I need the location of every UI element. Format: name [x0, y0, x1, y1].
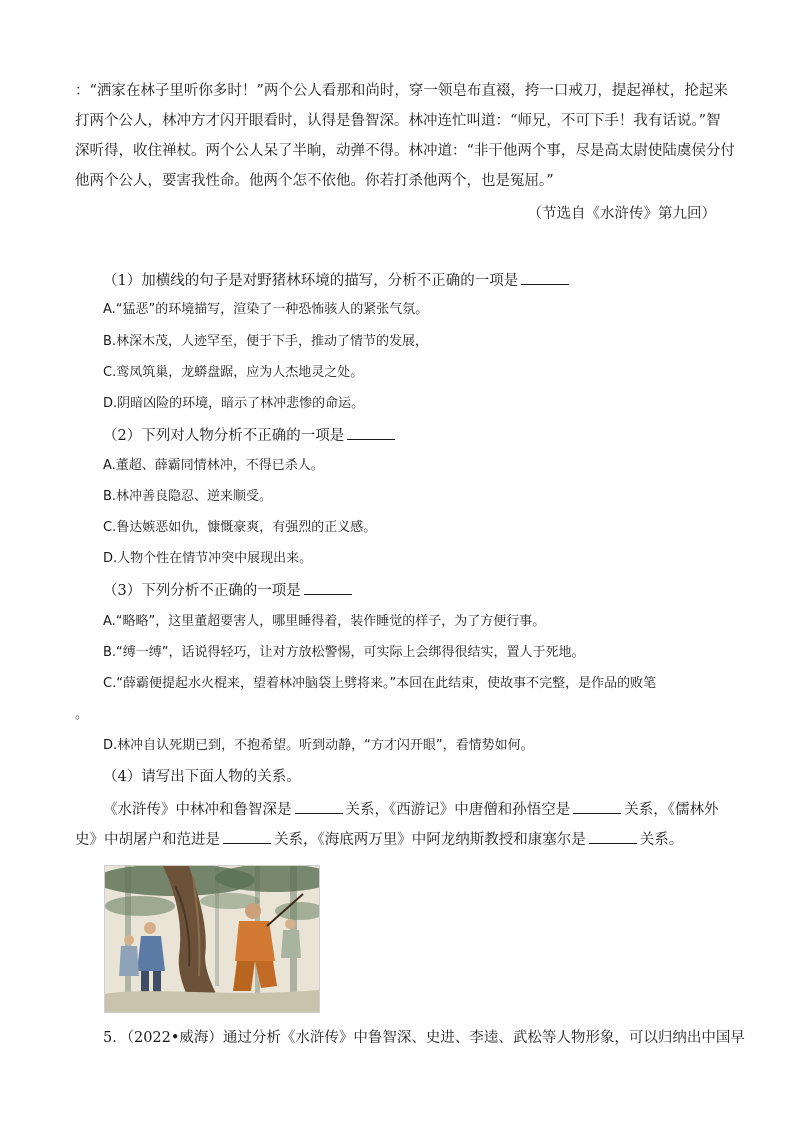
q3-option-b: B.“缚一缚”，话说得轻巧，让对方放松警惕，可实际上会绑得很结实，置人于死地。 [103, 645, 585, 660]
passage-line-2: 打两个公人，林冲方才闪开眼看时，认得是鲁智深。林冲连忙叫道：“师兄，不可下手！我有话说。”智 [75, 113, 721, 129]
passage-line-4: 他两个公人，要害我性命。他两个怎不依他。你若打杀他两个，也是冤屈。” [75, 173, 554, 189]
q2-option-b: B.林冲善良隐忍、逆来顺受。 [103, 489, 273, 504]
passage-line-3: 深听得，收住禅杖。两个公人呆了半晌，动弹不得。林冲道：“非干他两个事，尽是高太尉使陆虞侯分付 [75, 143, 735, 159]
q4-line-1 [103, 799, 719, 820]
q3-option-c-continued: 。 [75, 707, 89, 722]
q1-option-c: C.鸾凤筑巢，龙蟒盘踞，应为人杰地灵之处。 [103, 365, 364, 380]
passage-source: （节选自《水浒传》第九回） [527, 206, 716, 222]
q2-option-a: A.董超、薛霸同情林冲，不得已杀人。 [103, 458, 324, 473]
q4-text-1b: 关系，《西游记》中唐僧和孙悟空是 [345, 802, 571, 818]
q2-stem-text: （2）下列对人物分析不正确的一项是 [103, 428, 345, 444]
illustration-svg [105, 866, 319, 1012]
q3-option-c: C.“薛霸便提起水火棍来，望着林冲脑袋上劈将来。”本回在此结束，使故事不完整，是作品的败笔 [103, 676, 657, 691]
q4-text-2c: 关系。 [639, 832, 684, 848]
q2-stem [103, 425, 398, 446]
q1-option-a: A.“猛恶”的环境描写，渲染了一种恐怖骇人的紧张气氛。 [103, 302, 429, 317]
q4-blank-1[interactable] [295, 799, 343, 814]
q4-text-2a: 史》中胡屠户和范进是 [75, 832, 220, 848]
q2-answer-blank[interactable] [347, 425, 395, 440]
q2-option-d: D.人物个性在情节冲突中展现出来。 [103, 551, 313, 566]
q4-line-2 [75, 829, 683, 850]
q4-text-1a: 《水浒传》中林冲和鲁智深是 [103, 802, 292, 818]
q3-stem [103, 580, 355, 601]
q1-stem-text: （1）加横线的句子是对野猪林环境的描写，分析不正确的一项是 [103, 273, 519, 289]
q4-stem: （4）请写出下面人物的关系。 [103, 769, 301, 785]
q1-option-b: B.林深木茂，人迹罕至，便于下手，推动了情节的发展， [103, 334, 429, 349]
q4-blank-2[interactable] [573, 799, 621, 814]
q3-answer-blank[interactable] [304, 580, 352, 595]
q3-option-a: A.“略略”，这里董超要害人，哪里睡得着，装作睡觉的样子，为了方便行事。 [103, 614, 546, 629]
q1-answer-blank[interactable] [521, 270, 569, 285]
passage-line-1: ：“洒家在林子里听你多时！”两个公人看那和尚时，穿一领皂布直裰，挎一口戒刀，提起禅杖，抡起来 [75, 83, 728, 99]
q3-option-d: D.林冲自认死期已到，不抱希望。听到动静，“方才闪开眼”，看情势如何。 [103, 738, 534, 753]
q1-stem [103, 270, 572, 291]
q1-option-d: D.阴暗凶险的环境，暗示了林冲悲惨的命运。 [103, 396, 365, 411]
illustration-image [104, 865, 320, 1013]
q3-stem-text: （3）下列分析不正确的一项是 [103, 583, 301, 599]
q4-blank-3[interactable] [223, 829, 271, 844]
q2-option-c: C.鲁达嫉恶如仇，慷慨豪爽，有强烈的正义感。 [103, 520, 377, 535]
q4-text-1c: 关系，《儒林外 [624, 802, 719, 818]
q4-text-2b: 关系，《海底两万里》中阿龙纳斯教授和康塞尔是 [274, 832, 586, 848]
q4-blank-4[interactable] [589, 829, 637, 844]
q5-text: 5．（2022•威海）通过分析《水浒传》中鲁智深、史进、李逵、武松等人物形象，可以归纳出中国早 [103, 1030, 745, 1046]
